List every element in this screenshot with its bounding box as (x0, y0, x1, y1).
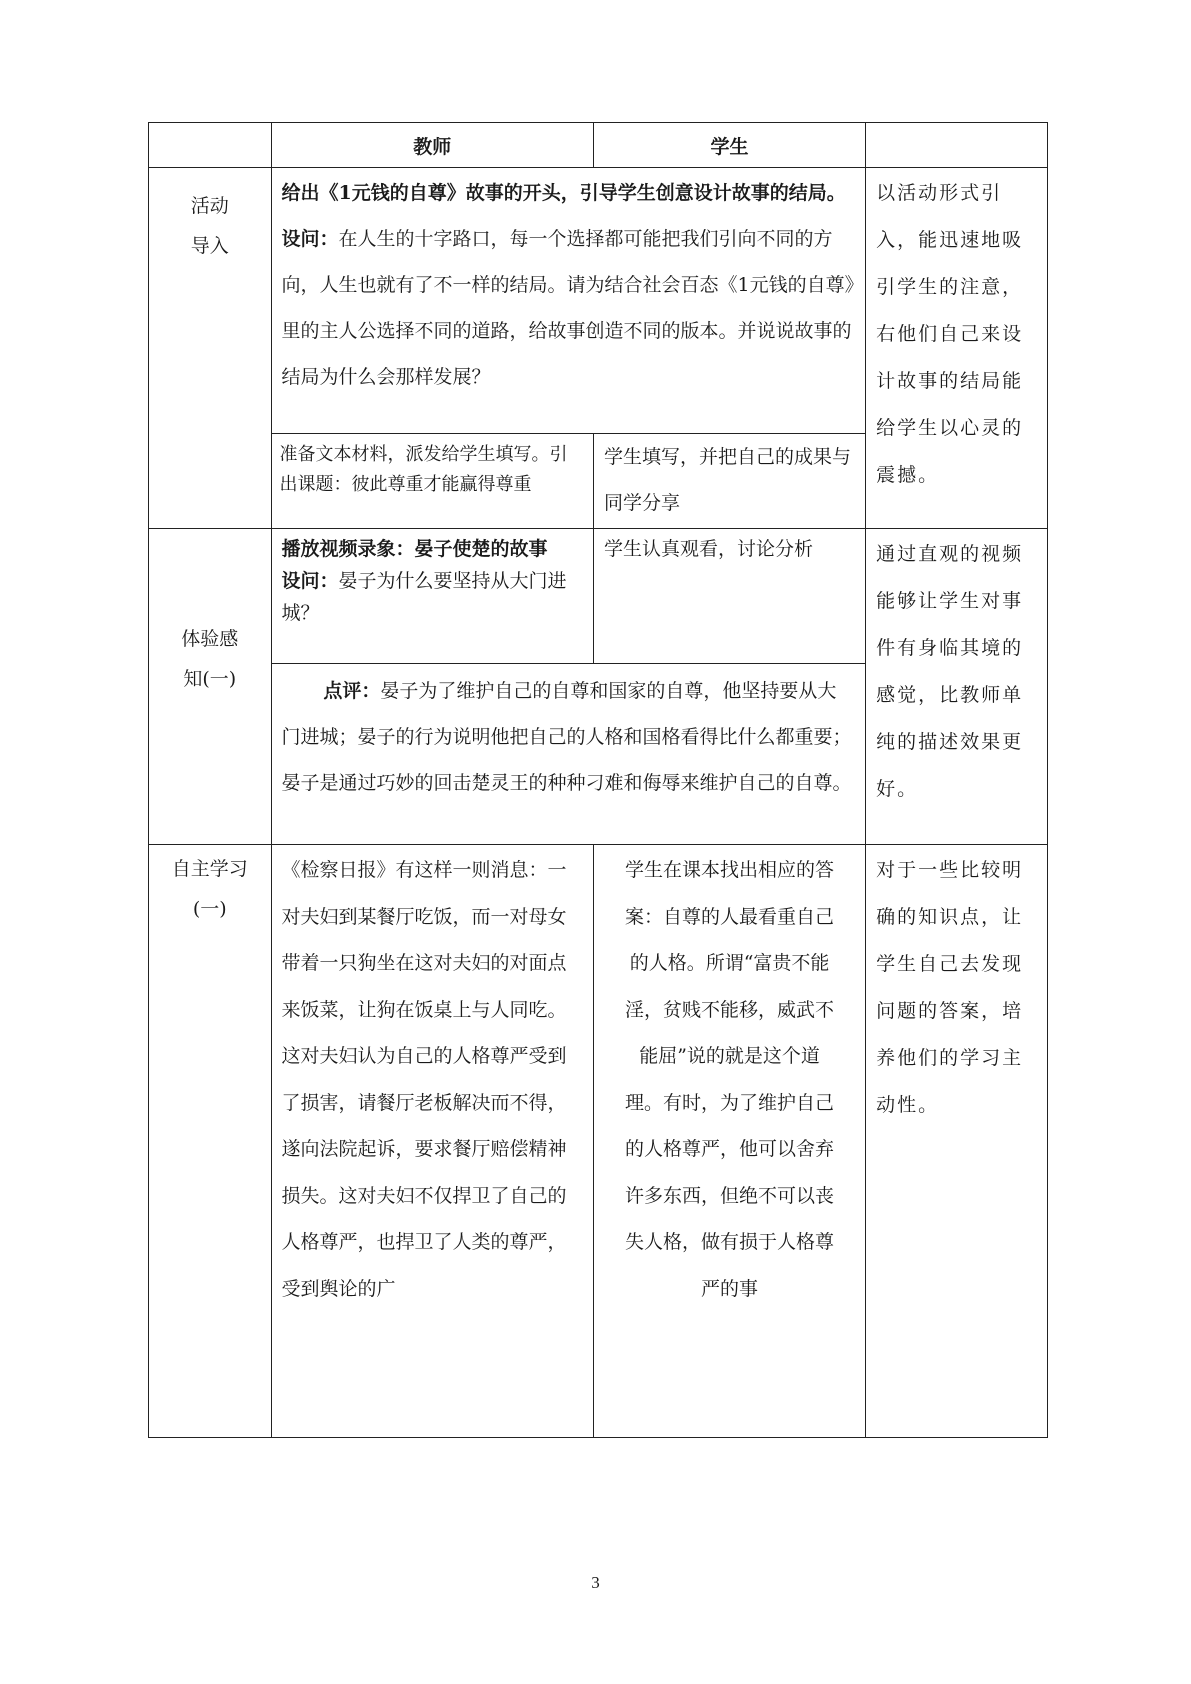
comment-label: 点评： (323, 680, 381, 702)
purpose-cell-self-study (866, 845, 1048, 1438)
student-sub-cell (593, 434, 865, 529)
stage-cell-experience (149, 529, 272, 845)
teacher-task-bold: 给出《1元钱的自尊》故事的开头，引导学生创意设计故事的结局。 (281, 182, 846, 204)
header-row (149, 123, 1048, 168)
purpose-text: 通过直观的视频能够让学生对事件有身临其境的感觉，比教师单纯的描述效果更好。 (876, 543, 1024, 800)
student-answer-cell (593, 845, 865, 1438)
student-answer-text: 学生在课本找出相应的答案：自尊的人最看重自己的人格。所谓“富贵不能淫，贫贱不能移，威武不能屈”说的就是这个道理。有时，为了维护自己的人格尊严，他可以舍弃许多东西，但绝不可以丧失人格，做有损于人格尊严的事 (625, 859, 835, 1300)
stage-line: 体验感 (181, 628, 239, 650)
stage-line: 活动 (190, 195, 229, 217)
teacher-sub-text: 准备文本材料，派发给学生填写。引出课题：彼此尊重才能赢得尊重 (279, 444, 568, 495)
purpose-text: 以活动形式引入，能迅速地吸引学生的注意，右他们自己来设计故事的结局能给学生以心灵的震撼。 (876, 182, 1024, 486)
question-label: 设问： (281, 228, 339, 250)
purpose-cell-activity-intro (866, 168, 1048, 529)
row-experience (149, 529, 1048, 664)
question-label: 设问： (281, 570, 339, 592)
teacher-news-text: 《检察日报》有这样一则消息：一对夫妇到某餐厅吃饭，而一对母女带着一只狗坐在这对夫妇的对面点来饭菜，让狗在饭桌上与人同吃。这对夫妇认为自己的人格尊严受到了损害，请餐厅老板解决而不得，遂向法院起诉，要求餐厅赔偿精神损失。这对夫妇不仅捍卫了自己的人格尊严，也捍卫了人类的尊严，受到舆论的广 (281, 859, 567, 1300)
purpose-cell-experience (866, 529, 1048, 845)
stage-line: 知(一) (183, 668, 237, 690)
row-self-study (149, 845, 1048, 1438)
page-number: 3 (591, 1573, 600, 1592)
stage-line: 自主学习 (171, 858, 248, 880)
student-watch-cell (593, 529, 865, 664)
teacher-news-cell (271, 845, 593, 1438)
student-watch-text: 学生认真观看，讨论分析 (603, 538, 813, 560)
row-activity-intro (149, 168, 1048, 434)
header-purpose-cell (866, 123, 1048, 168)
comment-text: 晏子为了维护自己的自尊和国家的自尊，他坚持要从大门进城；晏子的行为说明他把自己的人格和国格看得比什么都重要；晏子是通过巧妙的回击楚灵王的种种刁难和侮辱来维护自己的自尊。 (281, 680, 852, 794)
header-student-cell: 学生 (593, 123, 865, 168)
header-teacher-cell: 教师 (271, 123, 593, 168)
stage-cell-activity-intro (149, 168, 272, 529)
teacher-student-merged-cell (271, 168, 866, 434)
comment-cell (271, 664, 866, 845)
teacher-video-cell (271, 529, 593, 664)
stage-line: (一) (192, 898, 227, 920)
teacher-sub-cell (271, 434, 593, 529)
question-text: 晏子为什么要坚持从大门进城？ (281, 570, 567, 624)
stage-cell-self-study (149, 845, 272, 1438)
lesson-plan-table (148, 122, 1048, 1438)
header-stage-cell (149, 123, 272, 168)
stage-line: 导入 (190, 235, 229, 257)
video-task-bold: 播放视频录象：晏子使楚的故事 (281, 538, 548, 560)
purpose-text: 对于一些比较明确的知识点，让学生自己去发现问题的答案，培养他们的学习主动性。 (876, 859, 1024, 1116)
student-sub-text: 学生填写，并把自己的成果与同学分享 (603, 446, 851, 514)
question-text: 在人生的十字路口，每一个选择都可能把我们引向不同的方向，人生也就有了不一样的结局。请为结合社会百态《1元钱的自尊》里的主人公选择不同的道路，给故事创造不同的版本。并说说故事的结局为什么会那样发展？ (281, 228, 855, 388)
